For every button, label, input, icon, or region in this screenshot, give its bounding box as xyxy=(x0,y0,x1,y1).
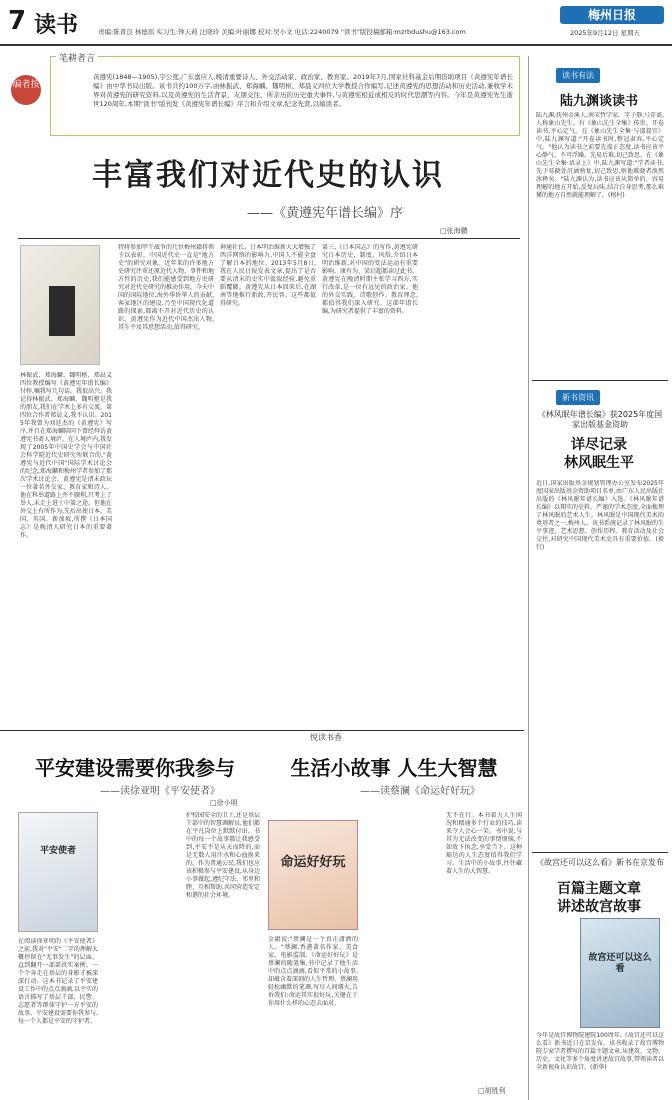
sidebar-text-1: 陆九渊,抚州金溪人,南宋哲学家。字子静,号存斋,人称象山先生。有《象山先生全集》传世。开卷读书,平心定气。在《象山先生全集·与邵叔宜》中,陆九渊写道:"开卷读书时,整冠肃容,平心定气。"他认为读书之前要先端正态度,读书应该平心静气、不可浮躁。先易后难,切己致思。在《象山先生全集·语录上》中,陆九渊写道:"学者读书,先于易晓处沉涵熟复,切己致思,则他难晓者涣然冰释矣。"陆九渊认为,读书应该从简单的、容易理解的地方开始,反复玩味,结合自身思考,那么难懂的地方自然就能理解了。(榕村) xyxy=(536,112,664,199)
issue-date: 2025年9月12日 星期五 xyxy=(570,29,641,37)
book-cover-image xyxy=(18,812,98,932)
section-title: 读书 xyxy=(34,13,79,38)
header-rule xyxy=(0,44,672,46)
article-b-byline: □胡胜利 xyxy=(478,1087,506,1095)
book-cover-image xyxy=(580,918,660,1028)
sidebar-tag-1: 读书有法 xyxy=(556,68,600,83)
article-a-text: 在阅读徐亚明的《平安使者》之前,我对"平安"二字的理解大概停留在"无事发生"的层面。直到翻开一部部真实案例、一个个奔走在基层的身影才被深深打动。这本书记录了平安建设工作中的点点滴滴,以平实的语言描写了基层干部、民警、志愿者等群体守护一方平安的故事。平安建设需要你我参与,每一个人都是平安的守护者。 xyxy=(18,938,98,1025)
sidebar-text-3: 今年是故宫博物院建院100周年,《故宫还可以这么看》新书近日在京发布。该书收录了故宫博物院专家学者撰写的百篇主题文章,从建筑、文物、历史、文化等多个角度讲述故宫故事,带领读者以全新视角认识故宫。(新华) xyxy=(536,1032,664,1071)
sidebar-title-1: 陆九渊谈读书 xyxy=(559,94,638,109)
book-cover-title: 故宫还可以这么看 xyxy=(588,953,652,974)
article-headline: 丰富我们对近代史的认识 xyxy=(92,158,444,193)
section-label: 悦读书香 xyxy=(310,733,342,742)
article-column-5 xyxy=(424,244,520,722)
section-rule xyxy=(0,730,524,731)
article-b-subhead: ——读蔡澜《命运好好玩》 xyxy=(360,786,480,797)
article-column-4: 第三,《日本国志》的写作,黄遵宪研究日本历史、制度、风俗,介绍日本明治维新,对中国的变法运动有重要影响。康有为、梁启超都读过此书。黄遵宪在晚清时期主张学习西方,实行改革,是一位有远见的政治家。他的外交实践、诗歌创作、教育理念,都值得我们深入研究。这部年谱长编,为研究者提供了丰富的资料。 xyxy=(322,244,418,315)
article-subhead: ——《黄遵宪年谱长编》序 xyxy=(246,206,403,221)
book-cover-title: 命运好好玩 xyxy=(280,855,346,870)
book-cover-image xyxy=(20,245,100,365)
article-b-headline: 生活小故事 人生大智慧 xyxy=(290,756,498,780)
headline-rule xyxy=(18,238,520,239)
sidebar-title-3: 百篇主题文章 讲述故宫故事 xyxy=(557,881,641,915)
sidebar-title-2: 详尽记录 林风眠生平 xyxy=(564,437,634,471)
book-cover-title: 平安使者 xyxy=(39,846,76,856)
book-cover-strip xyxy=(49,286,75,336)
column-label: 笔耕者言 xyxy=(56,51,98,64)
sidebar-intro-2: 《林风眠年谱长编》获2025年度国家出版基金资助 xyxy=(537,410,663,429)
editor-note-text: 黄遵宪(1848—1905),字公度,广东嘉应人,晚清重要诗人、外交活动家、政治家、教育家。2019年7月,国家社科基金后期资助项目《黄遵宪年谱长编》由中华书局出版。该书共约100万字,由林振武、郑海麟、魏明枢、郑晨义四位大学教授合作编写,记述黄遵宪的思想活动和历史活动,兼收学术界对黄遵宪的研究资料,以及黄遵宪的生活背景、友朋交往、所亲历的历史重大事件,与黄遵宪相近或相反的时代思潮等内容。今年是黄遵宪先生逝世120周年,本期"读书"版刊发《黄遵宪年谱长编》序言和介绍文章,纪念先贤,以飨读者。 xyxy=(93,73,513,108)
editor-note-tag: 编者按 xyxy=(11,75,41,105)
article-column-3: 神通社长。日本明治维新大大增强了西洋网络的影响力,中国人不能全盘了解日本的地位。2013年5月8日,我在人民日报发表文章,提出了是否要从清末的史实中汲取经验,避免重蹈覆辙。黄遵宪从日本回来后,在湖南等地推行新政,开民智。这些都值得研究。 xyxy=(220,244,316,307)
article-b-text-col2 xyxy=(364,812,440,1096)
article-a-byline: □徐小明 xyxy=(210,799,238,807)
article-b-text: 金庸说:"蔡澜是一个真正潇洒的人。"蔡澜,香港著名作家、美食家、电影监制。《命运好好玩》是蔡澜的随笔集,书中记录了他生活中的点点滴滴,看似平常的小故事,却蕴含着深刻的人生哲理。蔡澜用轻松幽默的笔调,写尽人间烟火,告诉我们:命运其实很好玩,关键在于你用什么样的心态去面对。 xyxy=(268,936,358,1007)
editor-note-box xyxy=(12,54,520,136)
sidebar-tag-2: 新书资讯 xyxy=(556,390,600,405)
article-b-text-col3: 无不在行。本书着力人生闲况和精通多个行业的技巧,读来令人会心一笑。书中说,与其为无法改变的事情烦恼,不如放下执念,享受当下。这种豁达的人生态度值得我们学习。生活中的小故事,往往藏着人生的大智慧。 xyxy=(446,812,522,875)
article-a-subhead: ——读徐亚明《平安使者》 xyxy=(100,786,220,797)
article-column-1: 林振武、郑海麟、魏明枢、郑晨义四位教授编写《黄遵宪年谱长编》付梓,嘱我写几句话。我很高兴。我记得林振武、郑海麟、魏明枢是我的朋友,我们在学术上多有交流。第四位合作者郑晨义,我不认识。2015年我曾为刘廷杰的《黄遵宪》写序,并且在郑海麟陪同下曾经拜访黄遵宪书斋人境庐。在人境庐内,我发现了2005年中国史学会与中国社会科学院近代史研究所联合的,"黄遵宪与近代中国"国际学术讨论会的纪念,郑海麟和梅州学者参加了那次学术讨论会。黄遵宪是清末政坛一位著名外交家、教育家和诗人。他在科举道路上并不顺利,只考上了举人,未走上进士中第之途。但他在外交上有所作为,先后出使日本、美国、英国、新加坡,所撰《日本国志》是晚清人研究日本的重要著作。 xyxy=(20,372,112,539)
article-a-headline: 平安建设需要你我参与 xyxy=(35,756,235,780)
book-cover-image xyxy=(268,820,358,930)
sidebar-intro-3: 《故宫还可以这么看》新书在京发布 xyxy=(536,858,664,867)
sidebar-text-2: 近日,国家出版基金规划管理办公室发布2025年度国家出版基金资助项目名单,由广东人民出版社出版的《林风眠年谱长编》入选。《林风眠年谱长编》以翔实的史料、严谨的学术态度,全面梳理了林风眠的艺术人生。林风眠是中国现代美术的奠基者之一,梅州人。该书系统记录了林风眠的生平事迹、艺术思想、创作历程、教育活动及社会交往,对研究中国现代美术史具有重要价值。(毅行) xyxy=(536,480,664,551)
page-number: 7 xyxy=(8,6,27,36)
editor-credits: 责编:陈菁良 林德瑶 实习生:钟天莉 汪晓玲 美编:叶丽娜 校对:吴小文 电话:2240079 "读书"版投稿邮箱:mzrbdushu@163.com xyxy=(98,28,466,36)
article-column-2: 特将参加甲午战争的几位梅州籍将领予以表彰。中国近代史一直是"地方史"的研究对象。近年来的许多地方史研究注重还原近代人物、事件和地方性的历史,我们能感受到地方史研究对近代史研究的推动作用。今天中国的国际地位,海外华侨华人的贡献,客家地区的建设,乃至中国现代化道路的探索,都离不开对近代历史的认识。黄遵宪作为近代中国杰出人物,其生平及其思想活动,值得研究。 xyxy=(118,244,214,331)
newspaper-logo: 梅州日报 xyxy=(560,6,664,24)
sidebar-rule-1 xyxy=(532,380,668,381)
article-byline: □张海鹏 xyxy=(440,227,468,235)
article-a-text-col2 xyxy=(104,812,182,1096)
article-a-text-col3: 护校园安全的卫士,还是基层干部中的智慧调解员,他们都在平凡岗位上默默付出。书中的每一个故事都让我感受到,平安不是从天而降的,而是无数人用汗水和心血换来的。作为普通公民,我们也应该积极参与平安建设,从身边小事做起,遵纪守法、邻里和睦、互相帮助,共同营造安定和谐的社会环境。 xyxy=(186,812,260,899)
sidebar-rule-2 xyxy=(532,852,668,853)
page-header xyxy=(0,0,672,46)
